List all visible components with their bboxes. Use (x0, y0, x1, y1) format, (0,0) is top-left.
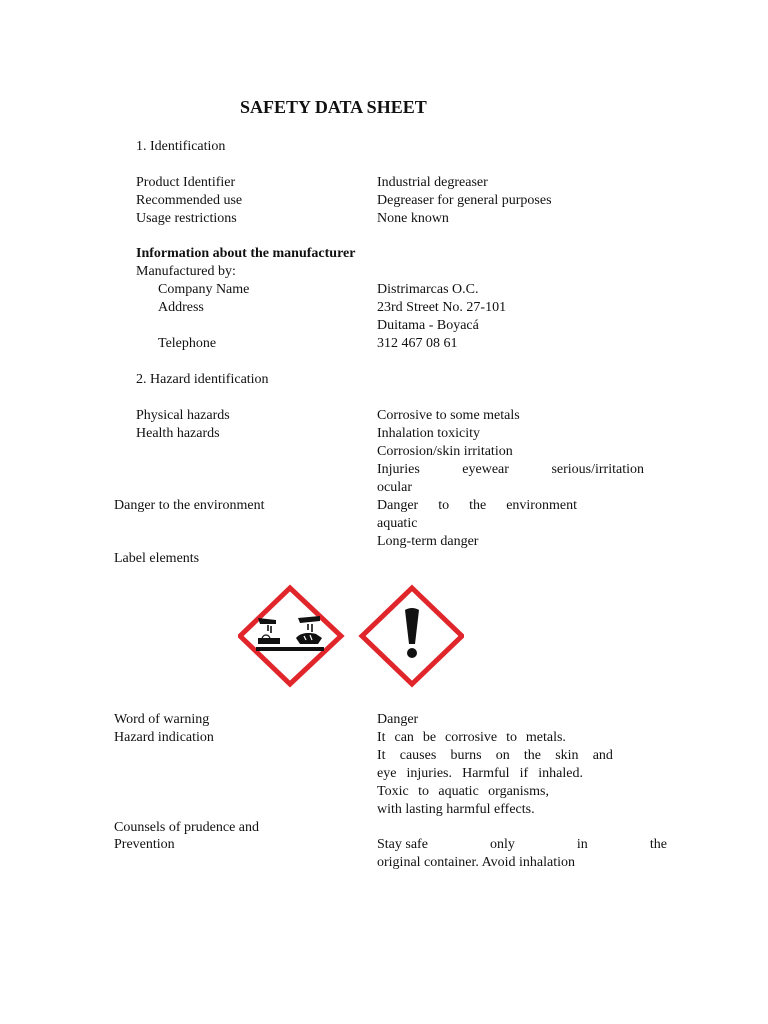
word: the (469, 498, 487, 513)
signal-word-label: Word of warning (114, 712, 210, 727)
word: causes (399, 748, 437, 763)
manufacturer-heading: Information about the manufacturer (136, 246, 356, 261)
ghs-pictograms (238, 582, 464, 690)
manufactured-by-label: Manufactured by: (136, 264, 236, 279)
health-hazards-line-3 (377, 461, 644, 479)
company-name-label: Company Name (158, 282, 250, 297)
corrosion-pictogram (240, 588, 341, 684)
word: inhaled. (538, 766, 583, 781)
recommended-use-value: Degreaser for general purposes (377, 193, 552, 208)
prudence-line-2: original container. Avoid inhalation (377, 855, 576, 870)
product-identifier-label: Product Identifier (136, 175, 236, 190)
address-line-1: 23rd Street No. 27-101 (377, 300, 507, 315)
word: on (495, 748, 510, 763)
prudence-label-line-1: Counsels of prudence and (114, 820, 260, 835)
hazard-indication-label: Hazard indication (114, 730, 214, 745)
hazard-indication-line-2 (377, 747, 613, 765)
environment-danger-line-1 (377, 497, 577, 515)
environment-danger-line-3: Long-term danger (377, 534, 479, 549)
label-elements-heading: Label elements (114, 551, 200, 566)
hazard-indication-line-5: with lasting harmful effects. (377, 802, 535, 817)
prudence-label-line-2: Prevention (114, 837, 175, 852)
word: It (377, 748, 386, 763)
hazard-indication-line-3 (377, 765, 583, 783)
word: injuries. (406, 766, 453, 781)
word: can (394, 730, 414, 745)
word: environment (506, 498, 577, 513)
word: Injuries (377, 462, 420, 477)
signal-word-value: Danger (377, 712, 419, 727)
word: eye (377, 766, 397, 781)
health-hazards-label: Health hazards (136, 426, 220, 441)
prudence-line-1 (377, 836, 667, 854)
word: be (422, 730, 437, 745)
word: to (506, 730, 517, 745)
word: Danger (377, 498, 419, 513)
section-1-heading: 1. Identification (136, 139, 226, 154)
hazard-indication-line-4 (377, 783, 549, 801)
section-2-heading: 2. Hazard identification (136, 372, 269, 387)
physical-hazards-value: Corrosive to some metals (377, 408, 520, 423)
word: if (519, 766, 529, 781)
address-line-2: Duitama - Boyacá (377, 318, 479, 333)
company-name-value: Distrimarcas O.C. (377, 282, 479, 297)
word: It (377, 730, 386, 745)
document-title: SAFETY DATA SHEET (240, 97, 427, 117)
physical-hazards-label: Physical hazards (136, 408, 230, 423)
word: Toxic (377, 784, 409, 799)
word: in (576, 837, 588, 852)
word: the (523, 748, 542, 763)
word: burns (450, 748, 482, 763)
health-hazards-line-2: Corrosion/skin irritation (377, 444, 513, 459)
word: organisms, (488, 784, 549, 799)
word: aquatic (438, 784, 479, 799)
word: only (489, 837, 515, 852)
word: metals. (525, 730, 566, 745)
word: and (592, 748, 613, 763)
word: the (649, 837, 667, 852)
usage-restrictions-label: Usage restrictions (136, 211, 237, 226)
word: serious/irritation (551, 462, 644, 477)
recommended-use-label: Recommended use (136, 193, 243, 208)
telephone-value: 312 467 08 61 (377, 336, 458, 351)
usage-restrictions-value: None known (377, 211, 449, 226)
environment-danger-label: Danger to the environment (114, 498, 265, 513)
exclamation-pictogram (362, 588, 462, 684)
health-hazards-line-4: ocular (377, 480, 412, 495)
word: eyewear (462, 462, 509, 477)
word: corrosive (445, 730, 498, 745)
product-identifier-value: Industrial degreaser (377, 175, 488, 190)
word: to (418, 784, 429, 799)
hazard-indication-line-1 (377, 729, 566, 747)
telephone-label: Telephone (158, 336, 217, 351)
health-hazards-line-1: Inhalation toxicity (377, 426, 481, 441)
address-label: Address (158, 300, 204, 315)
environment-danger-line-2: aquatic (377, 516, 418, 531)
word: to (438, 498, 450, 513)
word: Harmful (462, 766, 510, 781)
word: Stay safe (377, 837, 428, 852)
word: skin (555, 748, 579, 763)
